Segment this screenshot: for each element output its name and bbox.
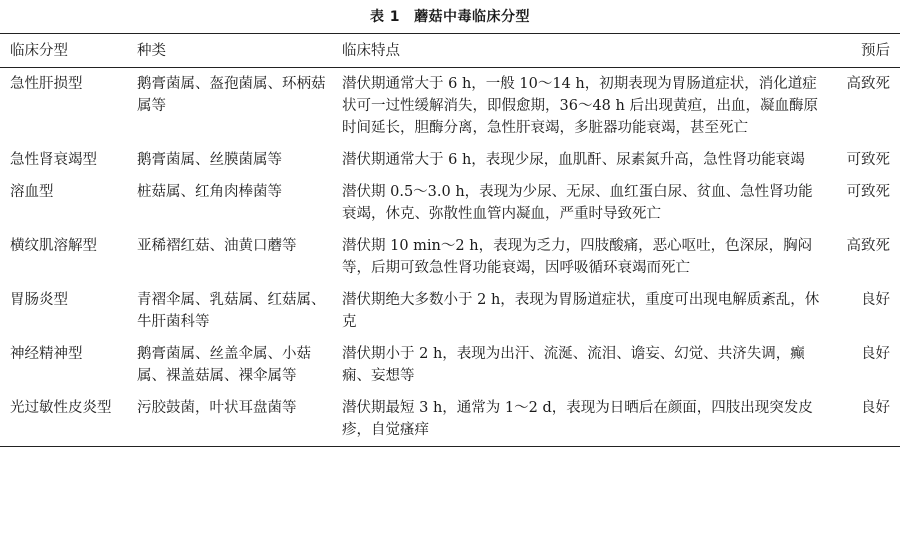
poisoning-classification-table	[0, 33, 900, 447]
table-row	[0, 68, 900, 145]
cell-prognosis: 可致死	[846, 184, 890, 200]
table-row	[0, 284, 900, 338]
header-type: 临床分型	[10, 42, 68, 59]
table-row	[0, 144, 900, 176]
header-genus: 种类	[137, 42, 166, 59]
cell-type: 神经精神型	[10, 346, 83, 362]
cell-type: 胃肠炎型	[10, 292, 68, 308]
cell-type: 急性肾衰竭型	[10, 152, 97, 168]
cell-type: 横纹肌溶解型	[10, 238, 97, 254]
table-title: 蘑菇中毒临床分型	[414, 9, 531, 25]
cell-prognosis: 良好	[861, 400, 890, 416]
table-number: 表 1	[369, 9, 401, 25]
cell-features: 潜伏期 10 min～2 h，表现为乏力，四肢酸痛，恶心呕吐，色深尿，胸闷等，后期可致急性肾功能衰竭，因呼吸循环衰竭而死亡	[342, 238, 813, 276]
table-row	[0, 338, 900, 392]
cell-genus: 鹅膏菌属、丝盖伞属、小菇属、裸盖菇属、裸伞属等	[137, 346, 311, 384]
header-prognosis: 预后	[861, 42, 890, 59]
header-row	[0, 34, 900, 68]
cell-genus: 鹅膏菌属、盔孢菌属、环柄菇属等	[137, 76, 326, 114]
cell-features: 潜伏期通常大于 6 h，一般 10～14 h，初期表现为胃肠道症状，消化道症状可一过性缓解消失，即假愈期，36～48 h 后出现黄疸，出血，凝血酶原时间延长，胆酶分离，急性肝衰竭，多脏器功能衰竭，甚至死亡	[342, 76, 818, 136]
table-row	[0, 392, 900, 447]
cell-features: 潜伏期通常大于 6 h，表现少尿，血肌酐、尿素氮升高，急性肾功能衰竭	[342, 152, 805, 168]
cell-genus: 亚稀褶红菇、油黄口蘑等	[137, 238, 297, 254]
cell-features: 潜伏期最短 3 h，通常为 1～2 d，表现为日晒后在颜面，四肢出现突发皮疹，自觉瘙痒	[342, 400, 813, 438]
cell-features: 潜伏期绝大多数小于 2 h，表现为胃肠道症状，重度可出现电解质紊乱，休克	[342, 292, 820, 330]
cell-prognosis: 可致死	[846, 152, 890, 168]
cell-type: 急性肝损型	[10, 76, 83, 92]
header-features: 临床特点	[342, 42, 400, 59]
cell-genus: 鹅膏菌属、丝膜菌属等	[137, 152, 282, 168]
cell-features: 潜伏期 0.5～3.0 h，表现为少尿、无尿、血红蛋白尿、贫血、急性肾功能衰竭，休克、弥散性血管内凝血，严重时导致死亡	[342, 184, 813, 222]
cell-prognosis: 良好	[861, 346, 890, 362]
cell-genus: 青褶伞属、乳菇属、红菇属、牛肝菌科等	[137, 292, 326, 330]
cell-prognosis: 高致死	[846, 238, 890, 254]
cell-type: 光过敏性皮炎型	[10, 400, 112, 416]
table-row	[0, 230, 900, 284]
cell-type: 溶血型	[10, 184, 54, 200]
cell-genus: 桩菇属、红角肉棒菌等	[137, 184, 282, 200]
cell-prognosis: 高致死	[846, 76, 890, 92]
cell-genus: 污胶鼓菌，叶状耳盘菌等	[137, 400, 297, 416]
cell-features: 潜伏期小于 2 h，表现为出汗、流涎、流泪、谵妄、幻觉、共济失调，癫痫、妄想等	[342, 346, 805, 384]
table-caption	[0, 6, 900, 26]
table-row	[0, 176, 900, 230]
cell-prognosis: 良好	[861, 292, 890, 308]
